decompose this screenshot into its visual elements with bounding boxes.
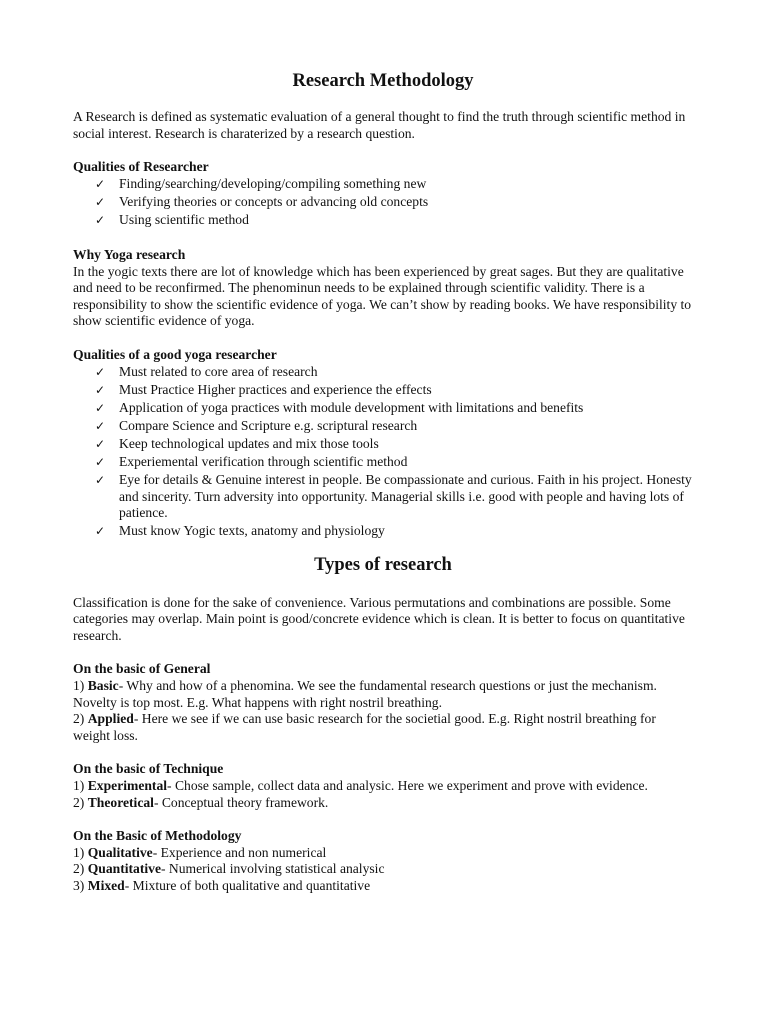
check-icon: ✓ xyxy=(95,400,106,415)
technique-item-2: 2) Theoretical- Conceptual theory framework. xyxy=(73,794,329,810)
list-item: ✓ Must related to core area of research xyxy=(95,363,318,379)
check-icon: ✓ xyxy=(95,524,106,539)
list-item: ✓ Keep technological updates and mix those tools xyxy=(95,436,379,451)
list-item: ✓ Must Practice Higher practices and experience the effects xyxy=(95,381,432,397)
why-yoga-paragraph: In the yogic texts there are lot of knowledge which has been experienced by great sages. But they are qualitative and need to be reconfirmed. The phenominun needs to be explained through scientific validity. There is a responsibility to show the scientific evidence of yoga. We can’t show by reading books. We have responsibility to show scientific evidence of yoga. xyxy=(73,263,692,329)
list-item: ✓ Verifying theories or concepts or advancing old concepts xyxy=(95,193,429,209)
list-item: ✓ Application of yoga practices with module development with limitations and benefits xyxy=(95,399,584,415)
qualities-good-list xyxy=(73,364,693,540)
methodology-heading: On the Basic of Methodology xyxy=(73,828,242,844)
document-page xyxy=(73,70,693,894)
intro-paragraph: A Research is defined as systematic evaluation of a general thought to find the truth through scientific method in social interest. Research is charaterized by a research question. xyxy=(73,109,686,141)
general-item-1: 1) Basic- Why and how of a phenomina. We see the fundamental research questions or just the mechanism. Novelty is top most. E.g. What happens with right nostril breathing. xyxy=(73,677,657,710)
why-yoga-heading: Why Yoga research xyxy=(73,247,186,263)
check-icon: ✓ xyxy=(95,194,106,209)
list-item: ✓ Must know Yogic texts, anatomy and physiology xyxy=(95,523,385,539)
check-icon: ✓ xyxy=(95,418,106,433)
methodology-item-3: 3) Mixed- Mixture of both qualitative and quantitative xyxy=(73,877,371,893)
document-title: Research Methodology xyxy=(292,71,474,91)
check-icon: ✓ xyxy=(95,364,106,379)
list-item: ✓ Eye for details & Genuine interest in people. Be compassionate and curious. Faith in his project. Honesty and sincerity. Turn adversity into opportunity. Managerial skills i.e. good with people and having lots of patience. xyxy=(95,472,692,521)
check-icon: ✓ xyxy=(95,473,106,488)
methodology-item-1: 1) Qualitative- Experience and non numerical xyxy=(73,844,327,860)
check-icon: ✓ xyxy=(95,212,106,227)
check-icon: ✓ xyxy=(95,437,106,451)
technique-item-1: 1) Experimental- Chose sample, collect data and analysic. Here we experiment and prove with evidence. xyxy=(73,777,648,793)
check-icon: ✓ xyxy=(95,382,106,397)
general-item-2: 2) Applied- Here we see if we can use basic research for the societial good. E.g. Right nostril breathing for weight loss. xyxy=(73,711,656,743)
qualities-good-heading: Qualities of a good yoga researcher xyxy=(73,347,277,363)
qualities-researcher-heading: Qualities of Researcher xyxy=(73,159,209,175)
list-item: ✓ Finding/searching/developing/compiling something new xyxy=(95,175,427,191)
check-icon: ✓ xyxy=(95,176,106,191)
technique-heading: On the basic of Technique xyxy=(73,761,224,777)
classification-paragraph: Classification is done for the sake of convenience. Various permutations and combinations are possible. Some categories may overlap. Main point is good/concrete evidence which is clean. It is better to focus on quantitative research. xyxy=(73,594,685,643)
check-icon: ✓ xyxy=(95,455,106,470)
general-heading: On the basic of General xyxy=(73,661,211,677)
methodology-item-2: 2) Quantitative- Numerical involving statistical analysic xyxy=(73,861,385,877)
list-item: ✓ Compare Science and Scripture e.g. scriptural research xyxy=(95,417,418,433)
list-item: ✓ Using scientific method xyxy=(95,211,249,227)
types-title: Types of research xyxy=(314,554,452,575)
list-item: ✓ Experiemental verification through scientific method xyxy=(95,454,408,470)
qualities-researcher-list xyxy=(73,176,693,229)
